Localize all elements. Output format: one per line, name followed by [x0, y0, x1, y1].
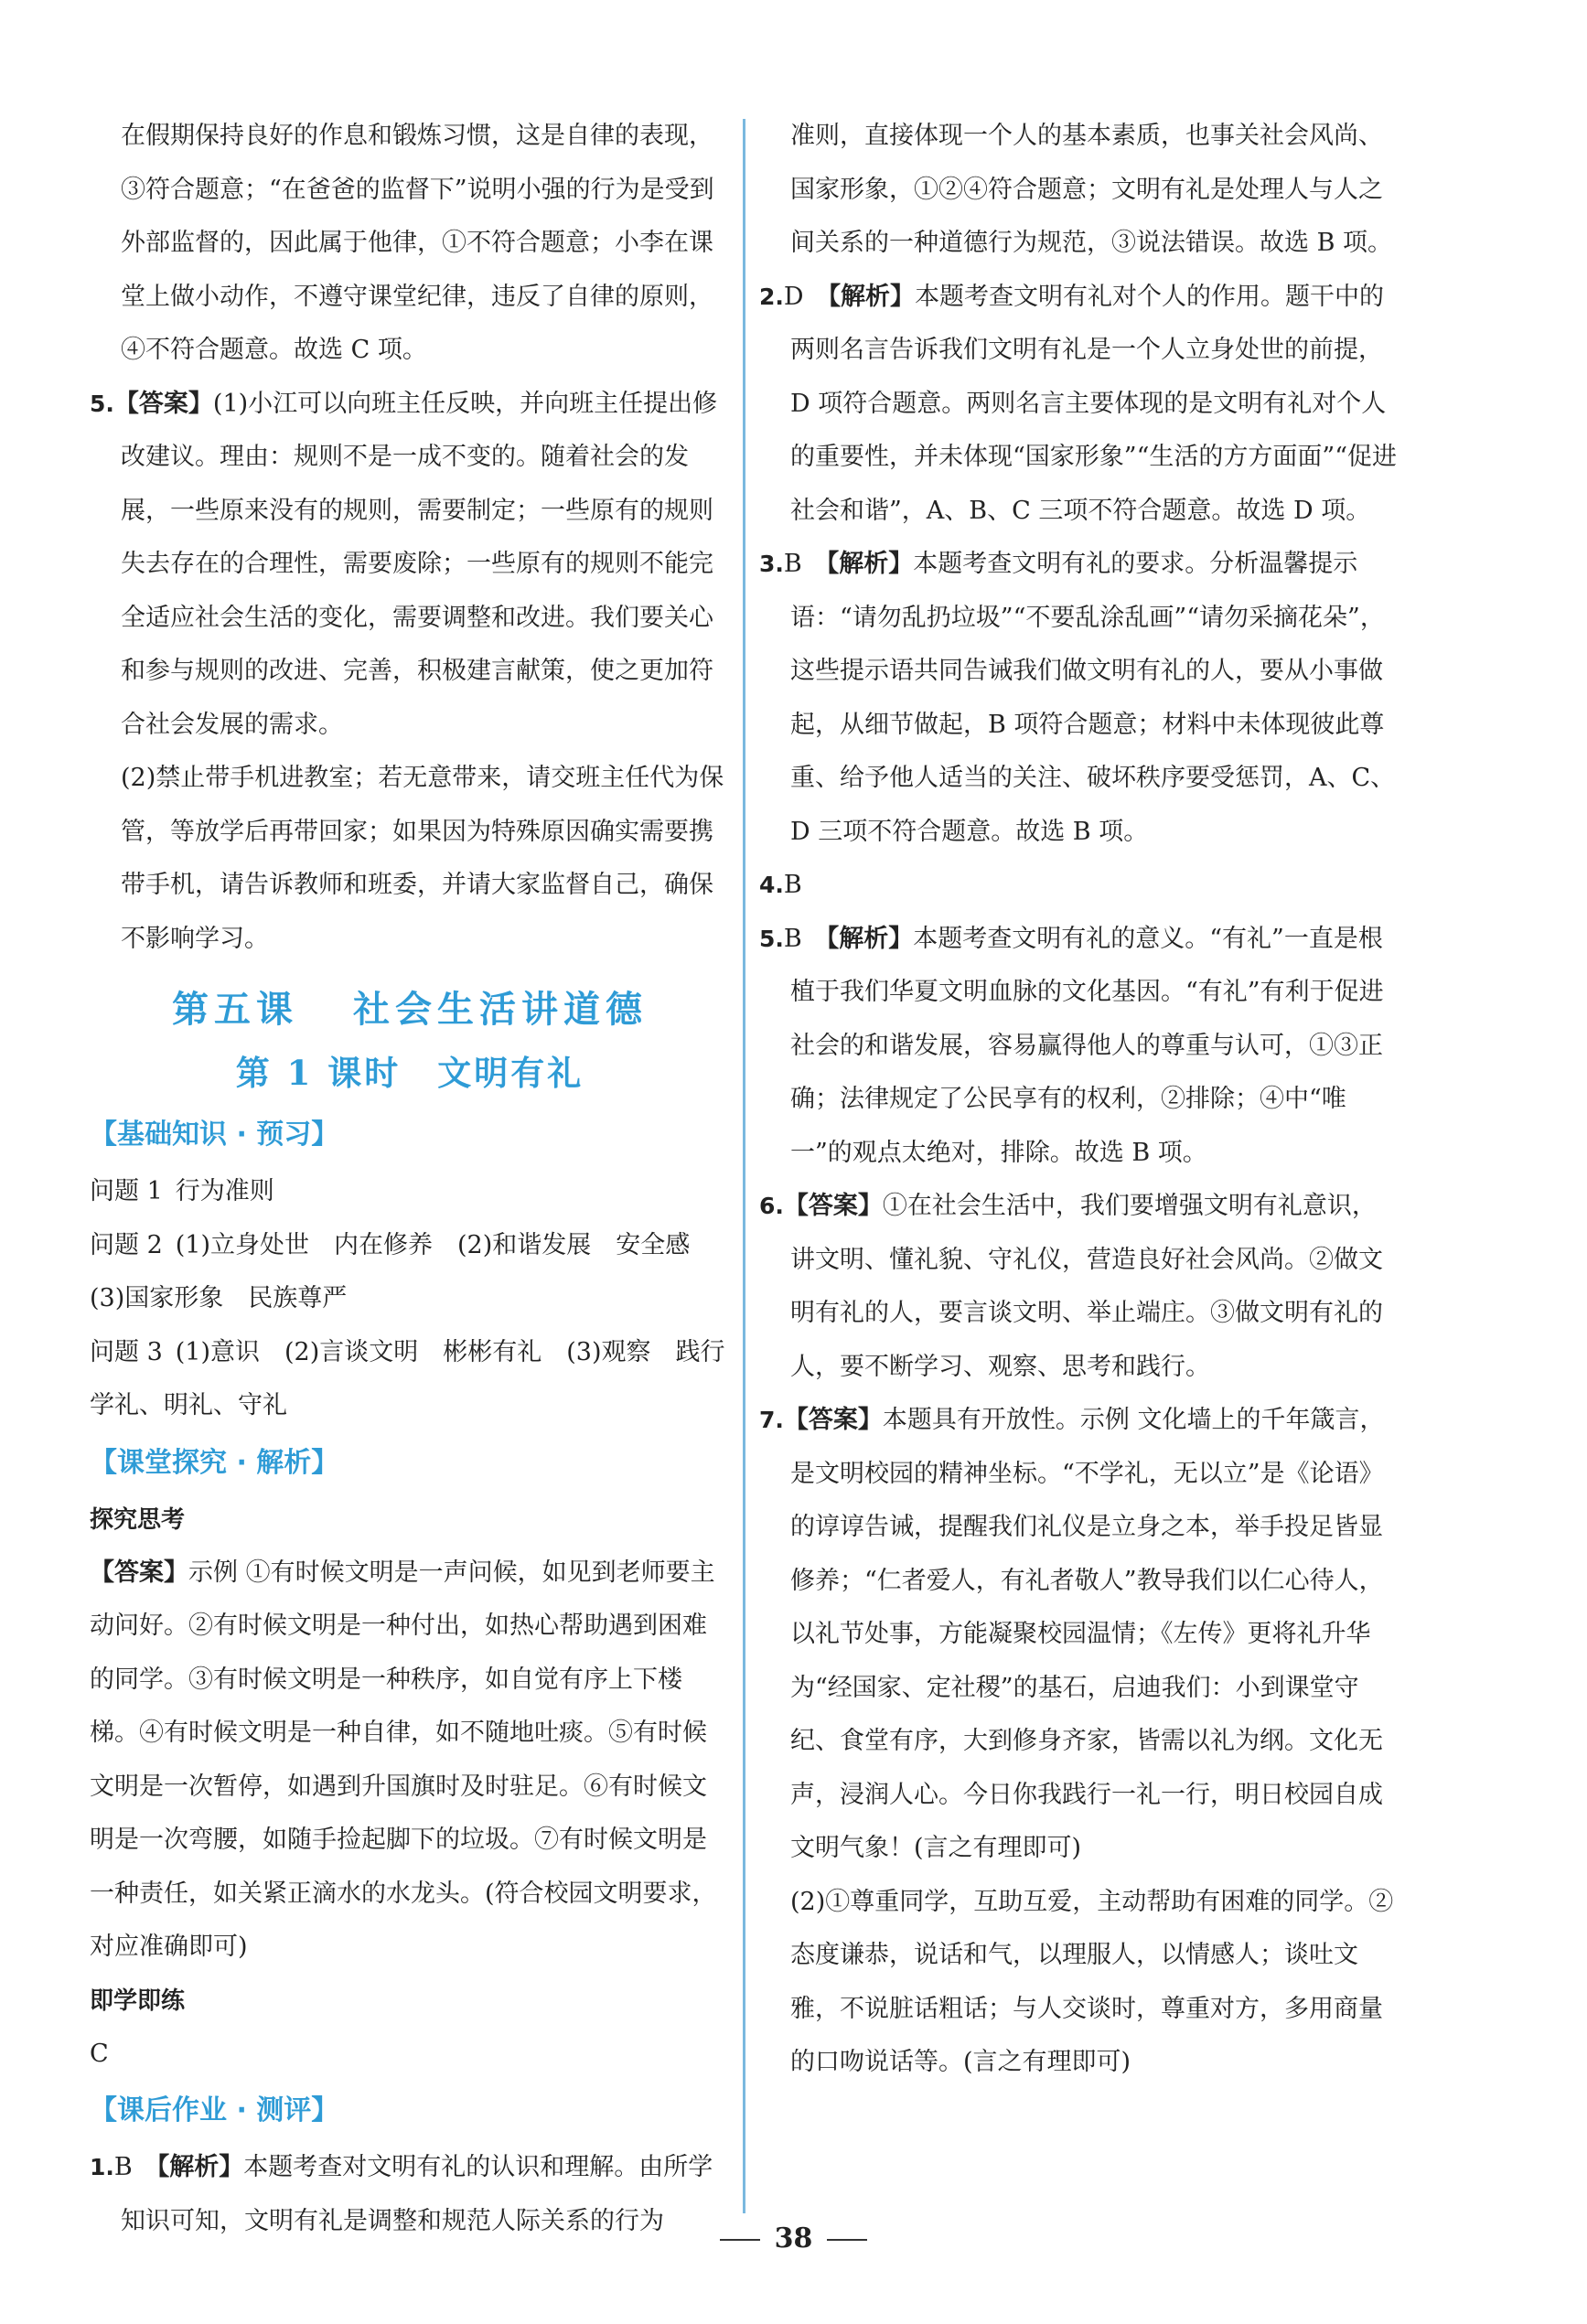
section-heading-homework: 【课后作业 · 测评】: [90, 2094, 339, 2126]
homework-2: 2.D 【解析】本题考查文明有礼对个人的作用。题干中的两则名言告诉我们文明有礼是一个人立身处世的前提，D 项符合题意。两则名言主要体现的是文明有礼对个人的重要性，并未体现“国家形象”“生活的方方面面”“促进社会和谐”，A、B、C 三项不符合题意。故选 D 项。: [759, 282, 1398, 525]
homework-4: 4.B: [759, 871, 802, 899]
paragraph: 准则，直接体现一个人的基本素质，也事关社会风尚、国家形象，①②④符合题意；文明有礼是处理人与人之间关系的一种道德行为规范，③说法错误。故选 B 项。: [790, 122, 1393, 257]
homework-7: 7.【答案】本题具有开放性。示例 文化墙上的千年箴言，是文明校园的精神坐标。“不学礼，无以立”是《论语》的谆谆告诫，提醒我们礼仪是立身之本，举手投足皆显修养；“仁者爱人，有礼者敬人”教导我们以仁心待人，以礼节处事，方能凝聚校园温情；《左传》更将礼升华为“经国家、定社稷”的基石，启迪我们：小到课堂守纪、食堂有序，大到修身齐家，皆需以礼为纲。文化无声，浸润人心。今日你我践行一礼一行，明日校园自成文明气象！(言之有理即可): [759, 1406, 1385, 1862]
homework-7-part2: (2)①尊重同学，互助互爱，主动帮助有困难的同学。②态度谦恭，说话和气，以理服人，以情感人；谈吐文雅，不说脏话粗话；与人交谈时，尊重对方，多用商量的口吻说话等。(言之有理即可): [790, 1887, 1394, 2076]
answer-5: 5.【答案】(1)小江可以向班主任反映，并向班主任提出修改建议。理由：规则不是一成不变的。随着社会的发展，一些原来没有的规则，需要制定；一些原有的规则失去存在的合理性，需要废除；一些原有的规则不能完全适应社会生活的变化，需要调整和改进。我们要关心和参与规则的改进、完善，积极建言献策，使之更加符合社会发展的需求。: [90, 389, 718, 739]
subheading-practice: 即学即练: [90, 1987, 186, 2015]
column-divider: [743, 119, 745, 2213]
subheading-explore: 探究思考: [90, 1505, 186, 1534]
left-column: [90, 110, 750, 2248]
lesson-title: 第 1 课时 文明有礼: [235, 1053, 584, 1093]
explore-answer: 【答案】示例 ①有时候文明是一声问候，如见到老师要主动问好。②有时候文明是一种付出，如热心帮助遇到困难的同学。③有时候文明是一种秩序，如自觉有序上下楼梯。④有时候文明是一种自律，如不随地吐痰。⑤有时候文明是一次暂停，如遇到升国旗时及时驻足。⑥有时候文明是一次弯腰，如随手捡起脚下的垃圾。⑦有时候文明是一种责任，如关紧正滴水的水龙头。(符合校园文明要求，对应准确即可): [90, 1558, 717, 1961]
page-number: 38: [0, 2222, 1587, 2254]
paragraph: 在假期保持良好的作息和锻炼习惯，这是自律的表现，③符合题意；“在爸爸的监督下”说明小强的行为是受到外部监督的，因此属于他律，①不符合题意；小李在课堂上做小动作，不遵守课堂纪律，违反了自律的原则，④不符合题意。故选 C 项。: [121, 122, 714, 364]
homework-1: 1.B 【解析】本题考查对文明有礼的认识和理解。由所学知识可知，文明有礼是调整和规范人际关系的行为: [90, 2153, 713, 2235]
chapter-title: 第五课 社会生活讲道德: [172, 988, 648, 1031]
question-2: 问题 2 (1)立身处世 内在修养 (2)和谐发展 安全感 (3)国家形象 民族尊严: [90, 1230, 715, 1312]
homework-5: 5.B 【解析】本题考查文明有礼的意义。“有礼”一直是根植于我们华夏文明血脉的文化基因。“有礼”有利于促进社会的和谐发展，容易赢得他人的尊重与认可，①③正确；法律规定了公民享有的权利，②排除；④中“唯一”的观点太绝对，排除。故选 B 项。: [759, 924, 1384, 1167]
homework-3: 3.B 【解析】本题考查文明有礼的要求。分析温馨提示语：“请勿乱扔垃圾”“不要乱涂乱画”“请勿采摘花朵”，这些提示语共同告诫我们做文明有礼的人，要从小事做起，从细节做起，B 项符合题意；材料中未体现彼此尊重、给予他人适当的关注、破坏秩序要受惩罚，A、C、D 三项不符合题意。故选 B 项。: [759, 550, 1396, 846]
question-1: 问题 1 行为准则: [90, 1177, 274, 1205]
section-heading-basics: 【基础知识 · 预习】: [90, 1119, 339, 1151]
section-heading-class: 【课堂探究 · 解析】: [90, 1446, 339, 1479]
practice-answer: C: [90, 2039, 109, 2068]
answer-5-part2: (2)禁止带手机进教室；若无意带来，请交班主任代为保管，等放学后再带回家；如果因为特殊原因确实需要携带手机，请告诉教师和班委，并请大家监督自己，确保不影响学习。: [121, 764, 724, 953]
right-column: [759, 110, 1399, 2090]
homework-6: 6.【答案】①在社会生活中，我们要增强文明有礼意识，讲文明、懂礼貌、守礼仪，营造良好社会风尚。②做文明有礼的人，要言谈文明、举止端庄。③做文明有礼的人，要不断学习、观察、思考和践行。: [759, 1192, 1383, 1381]
question-3: 问题 3 (1)意识 (2)言谈文明 彬彬有礼 (3)观察 践行 学礼、明礼、守礼: [90, 1337, 750, 1419]
